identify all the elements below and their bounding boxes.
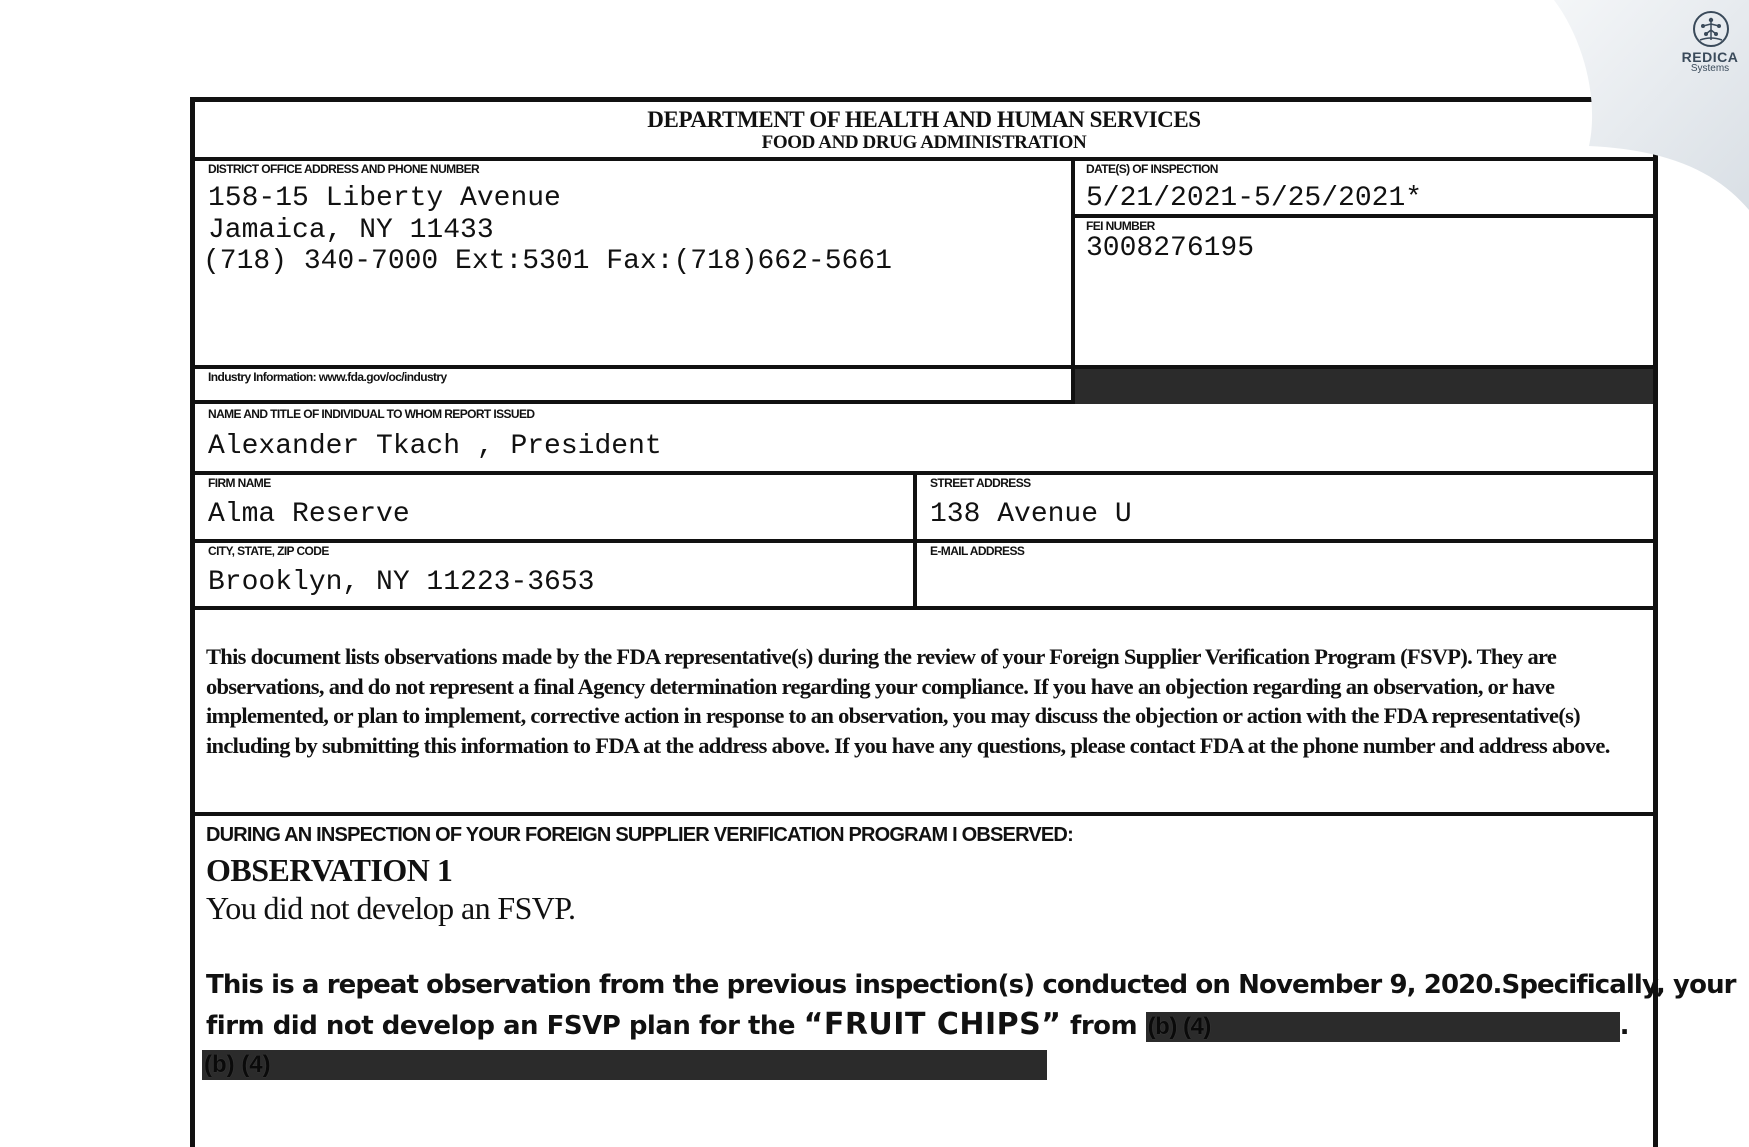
industry-dark-cell <box>1075 369 1653 404</box>
observation-detail-line2 <box>206 1007 1656 1042</box>
brand-name: REDICA <box>1681 49 1739 65</box>
district-address-line1: 158-15 Liberty Avenue <box>208 183 561 214</box>
street-address-value: 138 Avenue U <box>930 499 1132 530</box>
individual-value: Alexander Tkach , President <box>208 431 662 462</box>
rule-below-individual <box>195 471 1653 475</box>
redaction-label-1: (b) (4) <box>1147 1012 1211 1040</box>
inspection-dates-label: DATE(S) OF INSPECTION <box>1086 162 1218 176</box>
firm-name-value: Alma Reserve <box>208 499 410 530</box>
divider-firm-street <box>913 471 917 610</box>
individual-label: NAME AND TITLE OF INDIVIDUAL TO WHOM REPORT ISSUED <box>208 407 535 421</box>
observation-detail-line1: This is a repeat observation from the previous inspection(s) conducted on November 9, 2020.Specifically, your <box>206 970 1736 1000</box>
network-tree-icon <box>1692 10 1730 48</box>
redaction-block-2 <box>202 1050 1047 1080</box>
fei-number-label: FEI NUMBER <box>1086 219 1155 233</box>
redica-corner-badge <box>1554 0 1749 210</box>
agency-heading: FOOD AND DRUG ADMINISTRATION <box>761 132 1087 153</box>
observation-summary: You did not develop an FSVP. <box>206 890 576 926</box>
industry-info-label: Industry Information: www.fda.gov/oc/industry <box>208 370 447 384</box>
observation-detail-line2-start: firm did not develop an FSVP plan for the <box>206 1011 804 1041</box>
from-word: from <box>1061 1011 1146 1041</box>
observation-title: OBSERVATION 1 <box>206 852 453 888</box>
redaction-block-1 <box>1146 1012 1620 1042</box>
rule-below-dates <box>1075 214 1653 218</box>
redaction-row-2 <box>202 1050 1047 1080</box>
district-phone: (718) 340-7000 Ext:5301 Fax:(718)662-5661 <box>203 246 892 277</box>
fda-form <box>190 97 1736 1147</box>
city-state-zip-label: CITY, STATE, ZIP CODE <box>208 544 329 558</box>
firm-name-label: FIRM NAME <box>208 476 271 490</box>
fei-number-value: 3008276195 <box>1086 233 1255 264</box>
rule-below-header <box>195 157 1653 161</box>
district-address-line2: Jamaica, NY 11433 <box>208 215 494 246</box>
divider-district-inspection <box>1071 157 1075 404</box>
brand-subtitle: Systems <box>1690 63 1730 74</box>
observed-heading: DURING AN INSPECTION OF YOUR FOREIGN SUPPLIER VERIFICATION PROGRAM I OBSERVED: <box>206 824 1073 846</box>
inspection-dates-value: 5/21/2021-5/25/2021* <box>1086 183 1423 214</box>
street-address-label: STREET ADDRESS <box>930 476 1031 490</box>
redaction-label-2: (b) (4) <box>204 1051 271 1078</box>
rule-below-city <box>195 606 1653 610</box>
product-name: “FRUIT CHIPS” <box>803 1007 1062 1042</box>
rule-below-notice <box>195 812 1653 816</box>
rule-below-firm <box>195 539 1653 543</box>
email-address-label: E-MAIL ADDRESS <box>930 544 1025 558</box>
department-heading: DEPARTMENT OF HEALTH AND HUMAN SERVICES <box>647 107 1201 132</box>
district-label: DISTRICT OFFICE ADDRESS AND PHONE NUMBER <box>208 162 480 176</box>
sentence-period: . <box>1619 1011 1630 1041</box>
notice-paragraph: This document lists observations made by the FDA representative(s) during the review of your Foreign Supplier Verification Program (FSVP). They are observations, and do not represent a final Agency determination regarding your compliance. If you have an objection regarding an observation, or have implemented, or plan to implement, corrective action in response to an observation, you may discuss the objection or action with the FDA representative(s) including by submitting this information to FDA at the address above. If you have any questions, please contact FDA at the phone number and address above. <box>206 644 1610 758</box>
city-state-zip-value: Brooklyn, NY 11223-3653 <box>208 567 595 598</box>
